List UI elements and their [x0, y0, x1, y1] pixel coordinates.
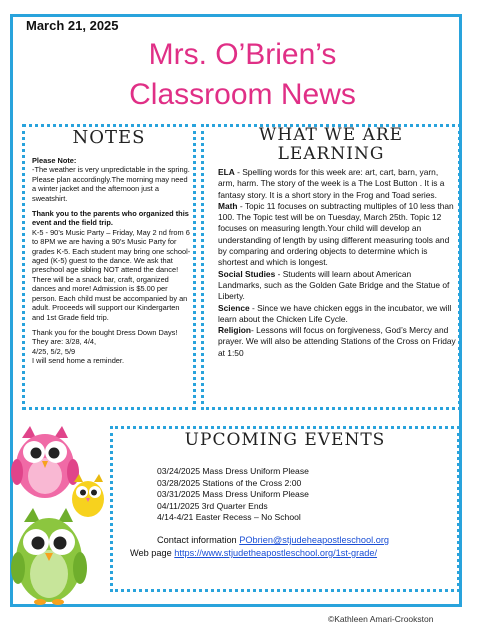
event-item: 4/14-4/21 Easter Recess – No School: [157, 512, 301, 523]
science-text: - Since we have chicken eggs in the incubator, we will learn about the Chicken Life Cycle.: [218, 302, 452, 324]
owl-yellow-icon: [72, 474, 104, 517]
dress-down-line-2: 4/25, 5/2, 5/9: [32, 346, 76, 356]
social-text: - Students will learn about American Landmarks, such as the Golden Gate Bridge and the Statue of Liberty.: [218, 268, 450, 302]
learning-heading: [201, 126, 461, 164]
web-link[interactable]: https://www.stjudetheapostleschool.org/1st-grade/: [174, 548, 378, 558]
notes-body: [32, 156, 192, 372]
event-item: 03/28/2025 Stations of the Cross 2:00: [157, 477, 302, 488]
learning-heading-line-1: WHAT WE ARE: [258, 125, 404, 145]
math-paragraph: [218, 201, 456, 269]
science-label: Science: [218, 302, 250, 313]
events-list: [157, 466, 309, 524]
dress-down-line-1: Thank you for the bought Dress Down Days! They are: 3/28, 4/4,: [32, 327, 178, 347]
ela-text: - Spelling words for this week are: art, cart, barn, yarn, arm, harm. The story of the week is a The Lost Button . It is a fantasy story. It is a short story in the Frog and Toad series.: [218, 167, 445, 200]
event-item: 04/11/2025 3rd Quarter Ends: [157, 500, 268, 511]
religion-label: Religion: [218, 325, 252, 336]
religion-paragraph: [218, 325, 456, 359]
social-label: Social Studies: [218, 268, 276, 279]
party-text: K-5 - 90’s Music Party – Friday, May 2 nd from 6 to 8PM we are having a 90’s Music Party for grades K-5. Each student may bring one school-aged (K-5) guest to the dance. We ask that preschool age sibling NOT attend the dance! There will be a snack bar, craft, organized dances and more! Admission is $5.00 per person. Each child must be accompanied by an adult. Proceeds will support our Kindergarten and 1st Grade field trip.: [32, 227, 191, 322]
event-item: 03/24/2025 Mass Dress Uniform Please: [157, 466, 309, 476]
newsletter-date: March 21, 2025: [26, 18, 119, 33]
events-heading: UPCOMING EVENTS: [184, 430, 386, 450]
ela-label: ELA: [218, 167, 235, 177]
thanks-label: Thank you to the parents who organized this event and the field trip.: [32, 209, 189, 228]
email-link[interactable]: PObrien@stjudeheapostleschool.org: [239, 535, 390, 545]
learning-heading-line-2: LEARNING: [277, 144, 385, 164]
math-text: - Topic 11 focuses on subtracting multiples of 10 less than 100. The Topic test will be on Tuesday, March 25th. Topic 12 focuses on measuring length.Your child will develop an understanding of length by using different measuring tools and by comparing and ordering objects to determine which is shortest and which is longest.: [218, 200, 454, 268]
owl-green-icon: [11, 508, 87, 605]
social-paragraph: [218, 269, 456, 303]
credit-text: ©Kathleen Amari-Crookston: [328, 614, 434, 624]
math-label: Math: [218, 200, 238, 211]
owls-illustration: [8, 424, 108, 610]
contact-row: [157, 534, 389, 547]
learning-body: [218, 167, 456, 359]
title-line-1: Mrs. O’Brien’s: [148, 38, 337, 71]
contact-label: Contact information: [157, 535, 240, 545]
please-note-text: -The weather is very unpredictable in the spring. Please plan accordingly.The morning may need a winter jacket and the afternoon just a sweatshirt.: [32, 165, 190, 203]
ela-paragraph: [218, 167, 456, 201]
web-row: [130, 547, 377, 560]
please-note-label: Please Note:: [32, 156, 77, 165]
web-label: Web page: [130, 548, 175, 558]
owl-pink-icon: [11, 426, 79, 498]
notes-heading: NOTES: [72, 127, 146, 148]
dress-down-line-3: I will send home a reminder.: [32, 356, 125, 366]
title-line-2: Classroom News: [129, 78, 356, 111]
religion-text: - Lessons will focus on forgiveness, God’s Mercy and prayer. We will also be attending Stations of the Cross on Friday at 1:50: [218, 325, 456, 358]
science-paragraph: [218, 303, 456, 326]
event-item: 03/31/2025 Mass Dress Uniform Please: [157, 489, 309, 500]
